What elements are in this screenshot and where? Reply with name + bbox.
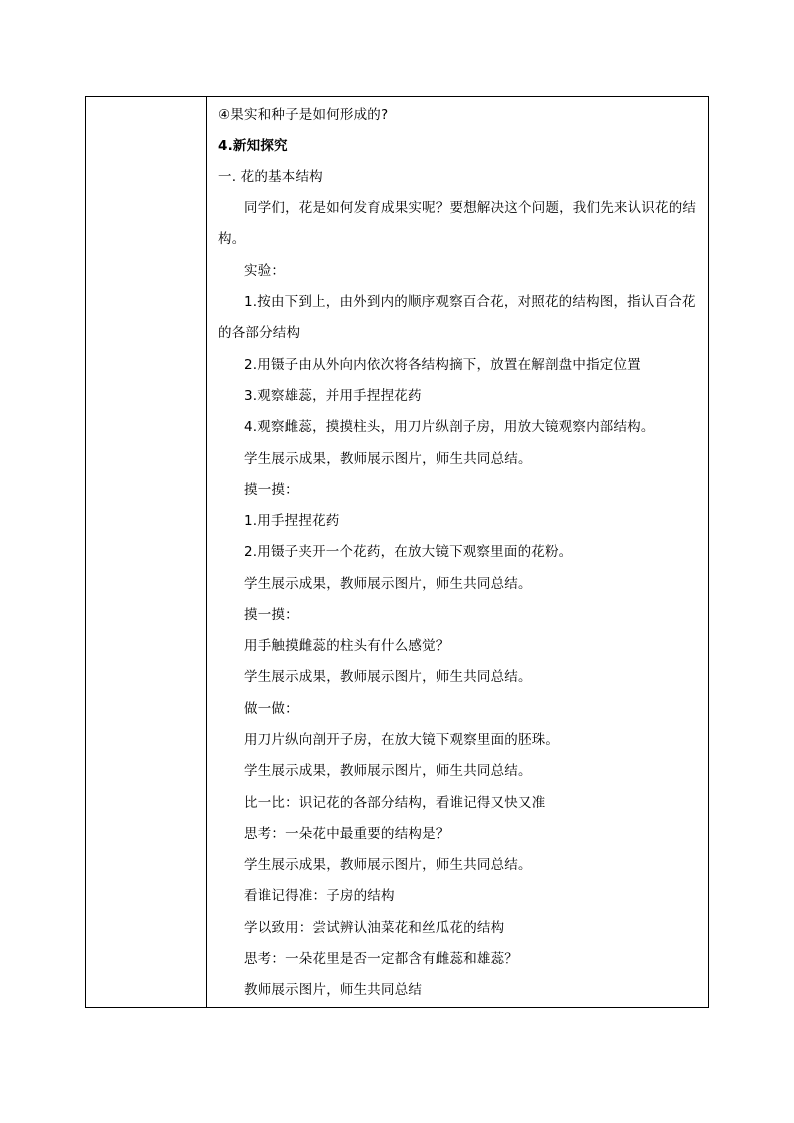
paragraph-intro-line2: 构。 [218, 231, 246, 247]
compare-line: 比一比：识记花的各部分结构，看谁记得又快又准 [244, 795, 546, 811]
think-question-1: 思考：一朵花中最重要的结构是？ [244, 826, 450, 842]
paragraph-intro-line1: 同学们，花是如何发育成果实呢？要想解决这个问题，我们先来认识花的结 [244, 200, 697, 216]
experiment-step-2: 2.用镊子由从外向内依次将各结构摘下，放置在解剖盘中指定位置 [244, 357, 641, 373]
do-step: 用刀片纵向剖开子房，在放大镜下观察里面的胚珠。 [244, 732, 560, 748]
touch-label: 摸一摸： [244, 607, 299, 623]
apply-line: 学以致用：尝试辨认油菜花和丝瓜花的结构 [244, 920, 505, 936]
summary-line: 学生展示成果，教师展示图片，师生共同总结。 [244, 763, 532, 779]
experiment-step-1-line2: 的各部分结构 [218, 325, 301, 341]
experiment-label: 实验： [244, 263, 286, 279]
left-column-cell [86, 97, 207, 1007]
question-4: ④果实和种子是如何形成的? [218, 107, 389, 123]
subsection-heading: 一. 花的基本结构 [218, 169, 323, 185]
touch-step-2: 2.用镊子夹开一个花药，在放大镜下观察里面的花粉。 [244, 544, 573, 560]
summary-line: 学生展示成果，教师展示图片，师生共同总结。 [244, 576, 532, 592]
summary-line: 学生展示成果，教师展示图片，师生共同总结。 [244, 451, 532, 467]
summary-line: 学生展示成果，教师展示图片，师生共同总结。 [244, 857, 532, 873]
section-heading: 4.新知探究 [218, 138, 288, 154]
think-question-2: 思考：一朵花里是否一定都含有雌蕊和雄蕊？ [244, 951, 518, 967]
experiment-step-1-line1: 1.按由下到上，由外到内的顺序观察百合花，对照花的结构图，指认百合花 [244, 294, 696, 310]
final-summary-line: 教师展示图片，师生共同总结 [244, 982, 423, 998]
touch-step-1: 1.用手捏捏花药 [244, 513, 340, 529]
summary-line: 学生展示成果，教师展示图片，师生共同总结。 [244, 669, 532, 685]
experiment-step-4: 4.观察雌蕊，摸摸柱头，用刀片纵剖子房，用放大镜观察内部结构。 [244, 419, 655, 435]
lesson-table [85, 96, 709, 1008]
do-label: 做一做： [244, 701, 299, 717]
touch-question: 用手触摸雌蕊的柱头有什么感觉？ [244, 638, 450, 654]
touch-label: 摸一摸： [244, 482, 299, 498]
content-cell [207, 97, 708, 1007]
memory-line: 看谁记得准：子房的结构 [244, 888, 395, 904]
experiment-step-3: 3.观察雄蕊，并用手捏捏花药 [244, 388, 422, 404]
